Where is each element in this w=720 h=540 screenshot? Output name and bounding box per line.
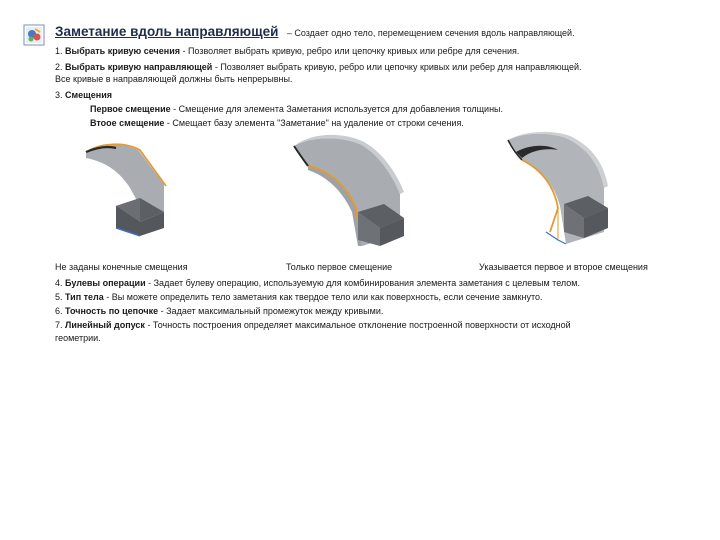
item-4 [55, 278, 580, 289]
item-3 [55, 90, 112, 101]
title-row [55, 23, 575, 41]
item-6-term: Точность по цепочке [65, 306, 159, 316]
item-2-number: 2. [55, 62, 66, 72]
item-3-term: Смещения [65, 90, 112, 100]
caption-first-offset: Только первое смещение [286, 262, 393, 272]
item-6 [55, 306, 383, 317]
item-6-number: 6. [55, 306, 66, 316]
item-2-term: Выбрать кривую направляющей [65, 62, 213, 72]
sweep-figure-first-offset [288, 128, 418, 248]
item-4-text: - Задает булеву операцию, используемую для комбинирования элемента заметания с целевым телом. [145, 278, 580, 288]
item-5-term: Тип тела [65, 292, 104, 302]
item-5-number: 5. [55, 292, 66, 302]
item-2 [55, 62, 581, 73]
page-title: Заметание вдоль направляющей [55, 24, 279, 39]
offset-second-text: - Смещает базу элемента "Заметание" на удаление от строки сечения. [164, 118, 464, 128]
curve-note: Все кривые в направляющей должны быть непрерывны. [55, 74, 293, 84]
item-4-term: Булевы операции [65, 278, 146, 288]
item-7-continuation: геометрии. [55, 333, 101, 343]
item-4-number: 4. [55, 278, 66, 288]
caption-no-offsets: Не заданы конечные смещения [55, 262, 188, 272]
item-7-term: Линейный допуск [65, 320, 145, 330]
item-6-text: - Задает максимальный промежуток между кривыми. [158, 306, 384, 316]
item-2-text: - Позволяет выбрать кривую, ребро или цепочку кривых или ребер для направляющей. [212, 62, 582, 72]
item-1-term: Выбрать кривую сечения [65, 46, 180, 56]
item-7-number: 7. [55, 320, 66, 330]
item-7 [55, 320, 571, 331]
app-logo-icon [23, 24, 45, 46]
item-1-number: 1. [55, 46, 66, 56]
offset-first-text: - Смещение для элемента Заметания используется для добавления толщины. [170, 104, 504, 114]
offset-first-term: Первое смещение [90, 104, 171, 114]
item-1 [55, 46, 519, 57]
item-5 [55, 292, 542, 303]
item-5-text: - Вы можете определить тело заметания как твердое тело или как поверхность, если сечение замкнуто. [103, 292, 543, 302]
item-1-text: - Позволяет выбрать кривую, ребро или цепочку кривых или ребре для сечения. [179, 46, 520, 56]
page-subtitle: – Создает одно тело, перемещением сечения вдоль направляющей. [286, 28, 575, 38]
item-7-text: - Точность построения определяет максимальное отклонение построенной поверхности от исходной [144, 320, 571, 330]
offset-first [90, 104, 503, 115]
caption-both-offsets: Указывается первое и второе смещения [479, 262, 648, 272]
sweep-figure-both-offsets [500, 128, 630, 250]
item-3-number: 3. [55, 90, 66, 100]
sweep-figure-no-offsets [80, 128, 200, 240]
offset-second-term: Втоое смещение [90, 118, 165, 128]
